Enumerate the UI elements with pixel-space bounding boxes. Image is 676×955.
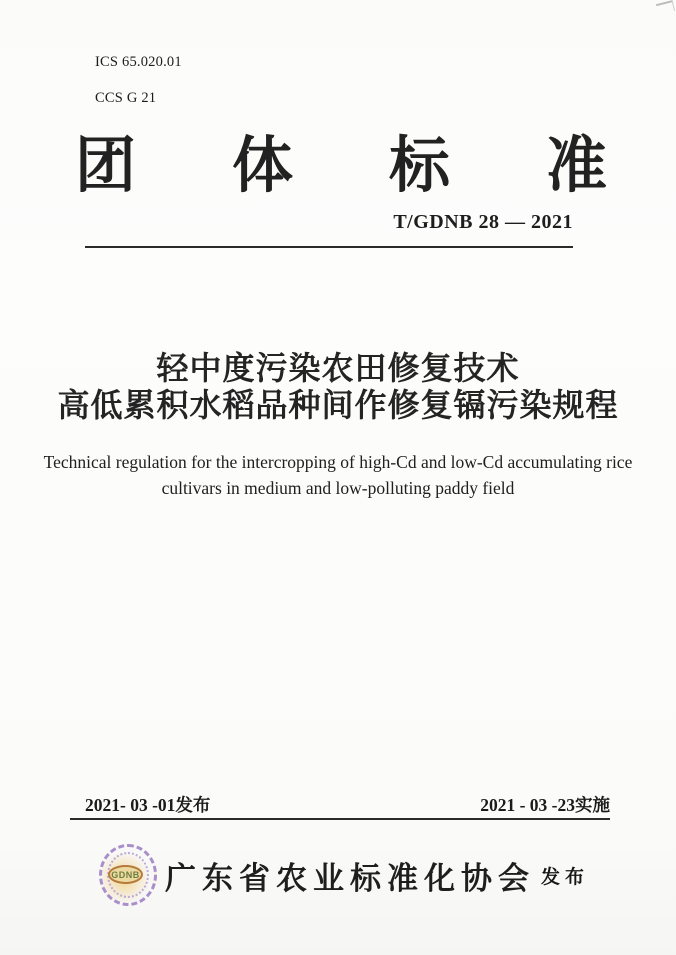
- dates-row: [85, 792, 610, 817]
- ccs-code: CCS G 21: [95, 90, 157, 106]
- publish-label: 发布: [541, 866, 590, 888]
- scan-artifact: [656, 0, 675, 15]
- doc-type-char-4: 准: [545, 131, 607, 199]
- implementation-date: 2021 - 03 -23实施: [480, 795, 610, 815]
- title-chinese: [0, 350, 676, 424]
- footer-rule: [70, 818, 610, 820]
- doc-type-title: [75, 132, 607, 198]
- title-cn-line1: 轻中度污染农田修复技术: [156, 350, 520, 386]
- title-cn-line2: 高低累积水稻品种间作修复镉污染规程: [57, 387, 619, 423]
- ics-code: ICS 65.020.01: [95, 54, 182, 70]
- publisher-row: [99, 844, 589, 906]
- logo-text: GDNB: [108, 865, 143, 884]
- title-en-line2: cultivars in medium and low-polluting paddy field: [161, 478, 515, 498]
- publisher-name: 广东省农业标准化协会: [165, 860, 535, 896]
- doc-type-char-2: 体: [231, 131, 293, 199]
- doc-type-char-3: 标: [388, 131, 450, 199]
- standard-number: T/GDNB 28 — 2021: [393, 211, 573, 233]
- title-english: [0, 449, 676, 501]
- doc-type-char-1: 团: [75, 131, 137, 199]
- issue-date: 2021- 03 -01发布: [85, 795, 211, 815]
- title-en-line1: Technical regulation for the intercropping of high-Cd and low-Cd accumulating rice: [43, 452, 633, 472]
- header-rule: [85, 246, 573, 248]
- association-logo-icon: [99, 844, 157, 906]
